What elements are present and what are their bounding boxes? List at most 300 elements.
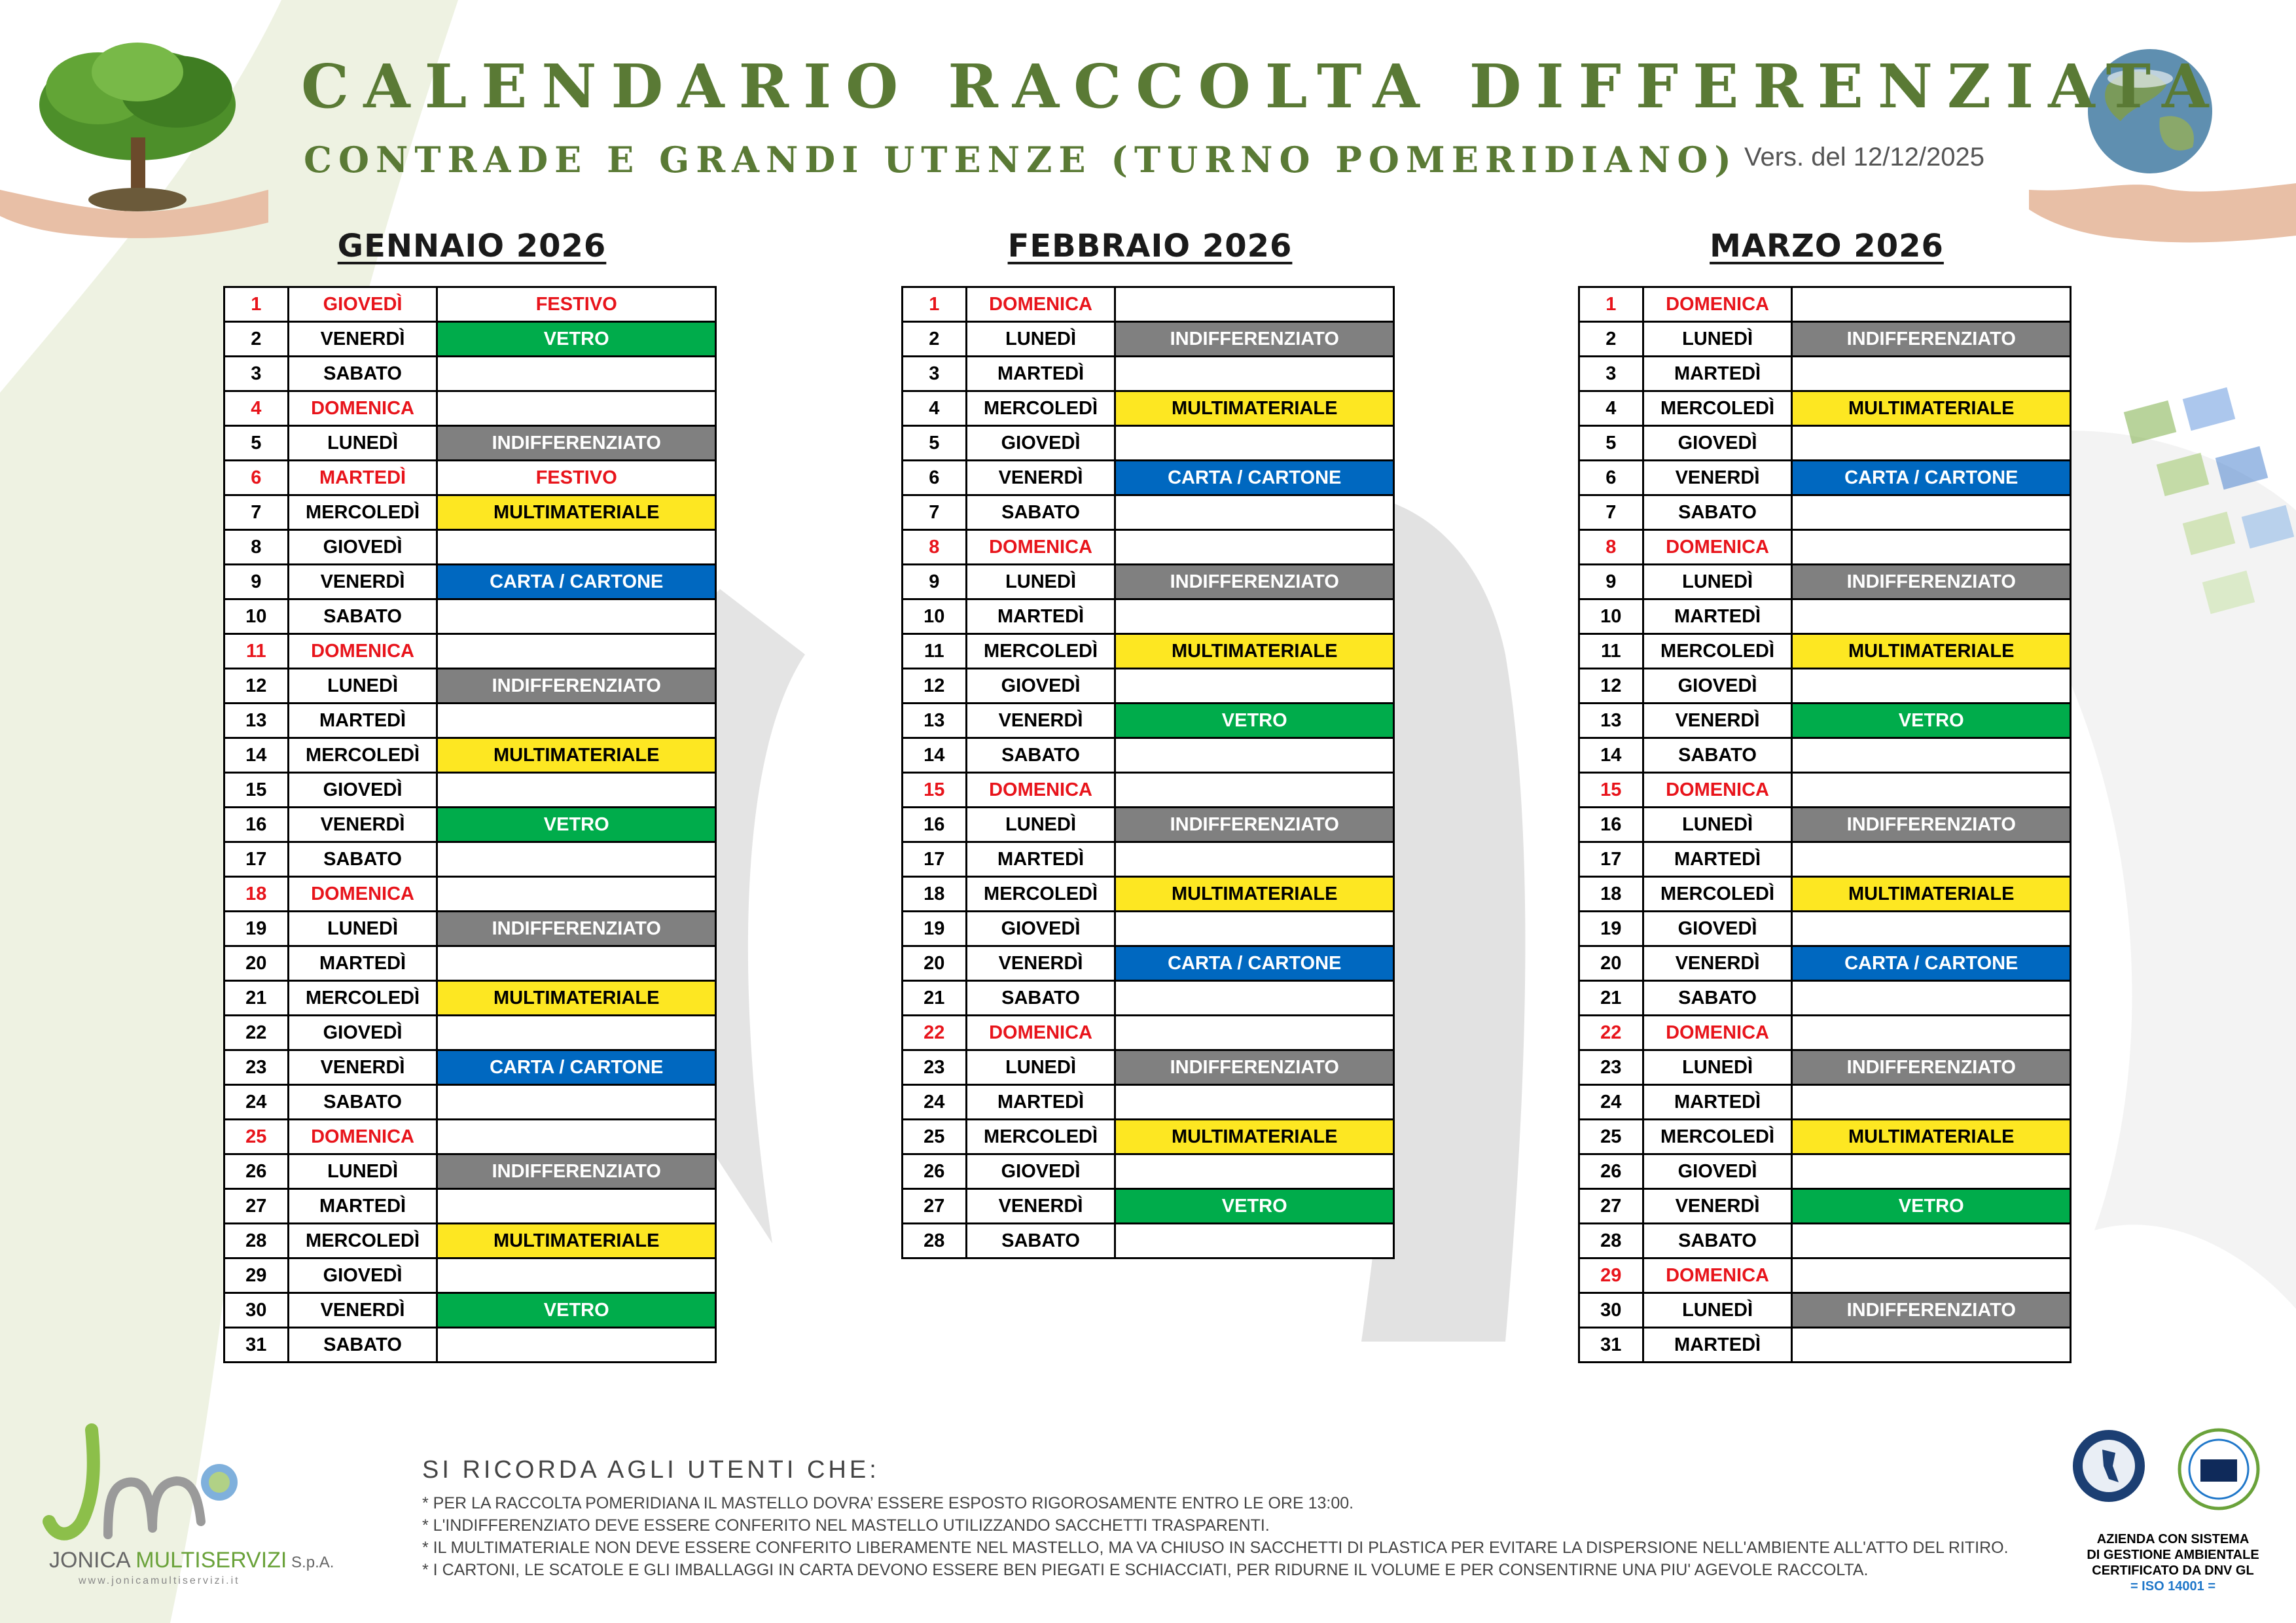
weekday: GIOVEDÌ: [288, 287, 437, 322]
calendar-row: [224, 1189, 716, 1224]
collection-type: [437, 704, 716, 738]
calendar-row: [903, 426, 1394, 461]
day-number: 31: [1579, 1328, 1643, 1363]
day-number: 3: [903, 357, 967, 391]
company-logo: [29, 1423, 370, 1587]
day-number: 10: [1579, 599, 1643, 634]
day-number: 19: [1579, 912, 1643, 946]
collection-type: [1115, 981, 1394, 1016]
weekday: MERCOLEDÌ: [288, 738, 437, 773]
notes-heading: SI RICORDA AGLI UTENTI CHE:: [422, 1456, 880, 1484]
calendar-row: [903, 669, 1394, 704]
dnv-iso-seal-icon: [2160, 1427, 2278, 1525]
weekday: VENERDÌ: [966, 1189, 1115, 1224]
collection-type: VETRO: [1792, 704, 2071, 738]
weekday: MARTEDÌ: [288, 704, 437, 738]
day-number: 18: [1579, 877, 1643, 912]
day-number: 2: [1579, 322, 1643, 357]
weekday: GIOVEDÌ: [288, 530, 437, 565]
calendar-row: [1579, 322, 2071, 357]
weekday: MARTEDÌ: [966, 842, 1115, 877]
note-line: * PER LA RACCOLTA POMERIDIANA IL MASTELLO DOVRA’ ESSERE ESPOSTO RIGOROSAMENTE ENTRO LE ORE 13:00.: [422, 1494, 1354, 1512]
day-number: 13: [903, 704, 967, 738]
collection-type: [1115, 495, 1394, 530]
day-number: 8: [1579, 530, 1643, 565]
weekday: MARTEDÌ: [1643, 842, 1792, 877]
collection-type: [437, 877, 716, 912]
day-number: 28: [903, 1224, 967, 1258]
day-number: 20: [224, 946, 289, 981]
weekday: SABATO: [288, 1328, 437, 1363]
day-number: 24: [1579, 1085, 1643, 1120]
month-march: [1578, 228, 2075, 1363]
day-number: 14: [903, 738, 967, 773]
collection-type: INDIFFERENZIATO: [1792, 1050, 2071, 1085]
day-number: 3: [1579, 357, 1643, 391]
day-number: 10: [903, 599, 967, 634]
weekday: MERCOLEDÌ: [966, 1120, 1115, 1154]
collection-type: [1792, 287, 2071, 322]
day-number: 20: [903, 946, 967, 981]
calendar-row: [1579, 634, 2071, 669]
calendar-row: [224, 391, 716, 426]
weekday: LUNEDÌ: [966, 1050, 1115, 1085]
collection-type: [1792, 842, 2071, 877]
weekday: LUNEDÌ: [1643, 1293, 1792, 1328]
collection-type: INDIFFERENZIATO: [1792, 1293, 2071, 1328]
day-number: 14: [1579, 738, 1643, 773]
day-number: 3: [224, 357, 289, 391]
weekday: SABATO: [288, 842, 437, 877]
day-number: 15: [224, 773, 289, 808]
weekday: DOMENICA: [966, 773, 1115, 808]
day-number: 17: [1579, 842, 1643, 877]
version-date: Vers. del 12/12/2025: [1744, 143, 1984, 171]
weekday: GIOVEDÌ: [966, 1154, 1115, 1189]
weekday: MERCOLEDÌ: [966, 391, 1115, 426]
calendar-row: [903, 1085, 1394, 1120]
day-number: 21: [224, 981, 289, 1016]
calendar-row: [224, 842, 716, 877]
brand-part: JONICA: [49, 1548, 136, 1573]
day-number: 14: [224, 738, 289, 773]
weekday: LUNEDÌ: [966, 808, 1115, 842]
weekday: VENERDÌ: [1643, 946, 1792, 981]
calendar-row: [224, 1120, 716, 1154]
weekday: VENERDÌ: [966, 704, 1115, 738]
collection-type: INDIFFERENZIATO: [1792, 808, 2071, 842]
calendar-row: [1579, 1258, 2071, 1293]
calendar-row: [224, 287, 716, 322]
calendar-row: [903, 461, 1394, 495]
calendar-row: [1579, 1085, 2071, 1120]
month-title: MARZO 2026: [1710, 228, 1944, 264]
collection-type: [1115, 842, 1394, 877]
weekday: MERCOLEDÌ: [1643, 391, 1792, 426]
calendar-row: [1579, 1154, 2071, 1189]
weekday: SABATO: [288, 599, 437, 634]
calendar-row: [1579, 1050, 2071, 1085]
accredia-seal-icon: [2070, 1427, 2148, 1525]
calendar-row: [224, 495, 716, 530]
calendar-row: [224, 704, 716, 738]
weekday: LUNEDÌ: [288, 912, 437, 946]
calendar-row: [1579, 912, 2071, 946]
collection-type: MULTIMATERIALE: [1792, 391, 2071, 426]
collection-type: INDIFFERENZIATO: [1792, 322, 2071, 357]
note-line: * L'INDIFFERENZIATO DEVE ESSERE CONFERITO NEL MASTELLO UTILIZZANDO SACCHETTI TRASPARENTI.: [422, 1516, 1270, 1535]
calendar-row: [1579, 1224, 2071, 1258]
collection-type: [1115, 1154, 1394, 1189]
collection-type: [1115, 530, 1394, 565]
brand-part: MULTISERVIZI: [135, 1548, 287, 1573]
weekday: DOMENICA: [288, 877, 437, 912]
collection-type: INDIFFERENZIATO: [437, 912, 716, 946]
day-number: 24: [903, 1085, 967, 1120]
weekday: GIOVEDÌ: [1643, 669, 1792, 704]
weekday: GIOVEDÌ: [966, 912, 1115, 946]
weekday: SABATO: [966, 738, 1115, 773]
weekday: LUNEDÌ: [288, 426, 437, 461]
month-february: [901, 228, 1399, 1259]
day-number: 16: [903, 808, 967, 842]
collection-type: INDIFFERENZIATO: [437, 1154, 716, 1189]
collection-type: INDIFFERENZIATO: [1115, 565, 1394, 599]
calendar-row: [903, 1120, 1394, 1154]
collection-type: MULTIMATERIALE: [437, 1224, 716, 1258]
calendar-row: [1579, 287, 2071, 322]
day-number: 6: [903, 461, 967, 495]
weekday: SABATO: [966, 1224, 1115, 1258]
weekday: VENERDÌ: [1643, 704, 1792, 738]
collection-type: MULTIMATERIALE: [1115, 634, 1394, 669]
calendar-row: [903, 599, 1394, 634]
day-number: 4: [1579, 391, 1643, 426]
day-number: 30: [1579, 1293, 1643, 1328]
day-number: 9: [224, 565, 289, 599]
collection-type: [1115, 1085, 1394, 1120]
collection-type: MULTIMATERIALE: [1792, 1120, 2071, 1154]
calendar-row: [1579, 530, 2071, 565]
collection-type: [437, 391, 716, 426]
collection-type: MULTIMATERIALE: [1115, 391, 1394, 426]
weekday: MERCOLEDÌ: [288, 1224, 437, 1258]
day-number: 29: [224, 1258, 289, 1293]
calendar-row: [224, 669, 716, 704]
calendar-row: [1579, 842, 2071, 877]
calendar-row: [224, 461, 716, 495]
day-number: 9: [903, 565, 967, 599]
collection-type: [1792, 669, 2071, 704]
collection-type: [437, 773, 716, 808]
calendar-row: [903, 1154, 1394, 1189]
weekday: VENERDÌ: [1643, 1189, 1792, 1224]
collection-type: CARTA / CARTONE: [437, 565, 716, 599]
collection-type: [437, 842, 716, 877]
weekday: MARTEDÌ: [288, 461, 437, 495]
day-number: 10: [224, 599, 289, 634]
certification-text: [2055, 1531, 2291, 1594]
collection-type: [437, 357, 716, 391]
day-number: 30: [224, 1293, 289, 1328]
day-number: 4: [903, 391, 967, 426]
collection-type: [1792, 1016, 2071, 1050]
weekday: SABATO: [966, 495, 1115, 530]
calendar-row: [1579, 391, 2071, 426]
collection-type: [437, 1120, 716, 1154]
calendar-row: [903, 912, 1394, 946]
calendar-row: [1579, 1016, 2071, 1050]
day-number: 18: [903, 877, 967, 912]
calendar-row: [224, 322, 716, 357]
day-number: 17: [224, 842, 289, 877]
collection-type: [437, 946, 716, 981]
collection-type: VETRO: [437, 808, 716, 842]
day-number: 22: [903, 1016, 967, 1050]
weekday: SABATO: [288, 357, 437, 391]
collection-type: CARTA / CARTONE: [1115, 946, 1394, 981]
collection-type: MULTIMATERIALE: [1792, 634, 2071, 669]
collection-type: VETRO: [437, 1293, 716, 1328]
collection-type: [1792, 738, 2071, 773]
day-number: 1: [1579, 287, 1643, 322]
day-number: 27: [1579, 1189, 1643, 1224]
weekday: MERCOLEDÌ: [288, 495, 437, 530]
calendar-row: [224, 946, 716, 981]
weekday: MARTEDÌ: [966, 357, 1115, 391]
day-number: 5: [1579, 426, 1643, 461]
weekday: VENERDÌ: [288, 808, 437, 842]
calendar-row: [903, 634, 1394, 669]
collection-type: [437, 1258, 716, 1293]
weekday: DOMENICA: [1643, 530, 1792, 565]
collection-type: INDIFFERENZIATO: [1115, 1050, 1394, 1085]
calendar-row: [1579, 357, 2071, 391]
weekday: SABATO: [1643, 738, 1792, 773]
day-number: 8: [903, 530, 967, 565]
weekday: MARTEDÌ: [288, 1189, 437, 1224]
day-number: 2: [224, 322, 289, 357]
cert-line: AZIENDA CON SISTEMA: [2096, 1532, 2250, 1546]
weekday: DOMENICA: [1643, 773, 1792, 808]
weekday: VENERDÌ: [288, 322, 437, 357]
collection-type: [437, 530, 716, 565]
weekday: LUNEDÌ: [1643, 565, 1792, 599]
collection-type: [437, 1016, 716, 1050]
calendar-row: [1579, 461, 2071, 495]
day-number: 7: [903, 495, 967, 530]
day-number: 27: [224, 1189, 289, 1224]
calendar-row: [1579, 808, 2071, 842]
day-number: 13: [1579, 704, 1643, 738]
calendar-row: [224, 1258, 716, 1293]
page-subtitle: CONTRADE E GRANDI UTENZE (TURNO POMERIDIANO): [304, 139, 1738, 181]
calendar-row: [1579, 599, 2071, 634]
collection-type: MULTIMATERIALE: [1115, 1120, 1394, 1154]
collection-type: CARTA / CARTONE: [1792, 946, 2071, 981]
page-title: CALENDARIO RACCOLTA DIFFERENZIATA: [301, 51, 2223, 122]
collection-type: VETRO: [1115, 704, 1394, 738]
weekday: GIOVEDÌ: [288, 773, 437, 808]
calendar-row: [903, 981, 1394, 1016]
month-title: GENNAIO 2026: [337, 228, 607, 264]
day-number: 16: [1579, 808, 1643, 842]
weekday: MERCOLEDÌ: [966, 634, 1115, 669]
calendar-row: [903, 738, 1394, 773]
weekday: MERCOLEDÌ: [1643, 1120, 1792, 1154]
day-number: 29: [1579, 1258, 1643, 1293]
collection-type: [1115, 1016, 1394, 1050]
collection-type: MULTIMATERIALE: [437, 495, 716, 530]
calendar-row: [224, 357, 716, 391]
day-number: 25: [903, 1120, 967, 1154]
day-number: 23: [1579, 1050, 1643, 1085]
calendar-row: [903, 1050, 1394, 1085]
day-number: 19: [903, 912, 967, 946]
collection-type: [1792, 1085, 2071, 1120]
weekday: DOMENICA: [288, 634, 437, 669]
cert-line: CERTIFICATO DA DNV GL: [2092, 1563, 2254, 1578]
weekday: DOMENICA: [288, 1120, 437, 1154]
user-notes: [422, 1456, 2009, 1581]
calendar-row: [903, 1016, 1394, 1050]
collection-type: [1792, 1224, 2071, 1258]
weekday: MERCOLEDÌ: [288, 981, 437, 1016]
weekday: SABATO: [1643, 981, 1792, 1016]
collection-type: [1115, 287, 1394, 322]
calendar-row: [903, 565, 1394, 599]
calendar-row: [1579, 981, 2071, 1016]
collection-type: [437, 1189, 716, 1224]
collection-type: INDIFFERENZIATO: [1792, 565, 2071, 599]
collection-type: [1792, 426, 2071, 461]
day-number: 20: [1579, 946, 1643, 981]
weekday: MERCOLEDÌ: [1643, 877, 1792, 912]
calendar-table: [901, 286, 1395, 1259]
day-number: 18: [224, 877, 289, 912]
calendar-row: [224, 773, 716, 808]
calendar-row: [903, 842, 1394, 877]
weekday: GIOVEDÌ: [1643, 1154, 1792, 1189]
collection-type: [437, 634, 716, 669]
month-january: [223, 228, 721, 1363]
weekday: MARTEDÌ: [288, 946, 437, 981]
weekday: SABATO: [966, 981, 1115, 1016]
weekday: SABATO: [1643, 495, 1792, 530]
calendar-row: [903, 357, 1394, 391]
weekday: DOMENICA: [288, 391, 437, 426]
collection-type: [1792, 357, 2071, 391]
collection-type: MULTIMATERIALE: [1115, 877, 1394, 912]
day-number: 1: [224, 287, 289, 322]
day-number: 16: [224, 808, 289, 842]
collection-type: VETRO: [1115, 1189, 1394, 1224]
collection-type: VETRO: [1792, 1189, 2071, 1224]
day-number: 13: [224, 704, 289, 738]
calendar-row: [224, 634, 716, 669]
day-number: 22: [224, 1016, 289, 1050]
day-number: 2: [903, 322, 967, 357]
day-number: 21: [903, 981, 967, 1016]
collection-type: INDIFFERENZIATO: [1115, 808, 1394, 842]
day-number: 19: [224, 912, 289, 946]
weekday: DOMENICA: [1643, 287, 1792, 322]
calendar-row: [1579, 877, 2071, 912]
calendar-row: [903, 704, 1394, 738]
collection-type: [1115, 669, 1394, 704]
weekday: LUNEDÌ: [966, 322, 1115, 357]
weekday: VENERDÌ: [288, 565, 437, 599]
calendar-row: [903, 877, 1394, 912]
collection-type: MULTIMATERIALE: [437, 738, 716, 773]
weekday: VENERDÌ: [1643, 461, 1792, 495]
brand-part: S.p.A.: [287, 1554, 334, 1571]
day-number: 28: [1579, 1224, 1643, 1258]
collection-type: [1792, 1154, 2071, 1189]
calendar-row: [903, 946, 1394, 981]
calendar-row: [903, 495, 1394, 530]
cert-iso: = ISO 14001 =: [2130, 1579, 2216, 1594]
weekday: MARTEDÌ: [1643, 599, 1792, 634]
day-number: 11: [1579, 634, 1643, 669]
day-number: 7: [1579, 495, 1643, 530]
tree-in-hands-image: [0, 26, 275, 249]
day-number: 27: [903, 1189, 967, 1224]
collection-type: [1792, 981, 2071, 1016]
collection-type: [1792, 530, 2071, 565]
jm-logo-mark: [29, 1423, 265, 1548]
day-number: 31: [224, 1328, 289, 1363]
weekday: VENERDÌ: [288, 1050, 437, 1085]
day-number: 26: [903, 1154, 967, 1189]
weekday: DOMENICA: [1643, 1258, 1792, 1293]
calendar-row: [903, 773, 1394, 808]
weekday: MERCOLEDÌ: [1643, 634, 1792, 669]
weekday: MARTEDÌ: [1643, 1328, 1792, 1363]
day-number: 23: [224, 1050, 289, 1085]
calendar-row: [903, 808, 1394, 842]
weekday: VENERDÌ: [966, 461, 1115, 495]
calendar-row: [903, 530, 1394, 565]
collection-type: FESTIVO: [437, 461, 716, 495]
collection-type: CARTA / CARTONE: [1115, 461, 1394, 495]
calendar-row: [224, 912, 716, 946]
calendar-row: [224, 1050, 716, 1085]
calendar-row: [1579, 565, 2071, 599]
brand-name: [49, 1548, 334, 1573]
calendar-row: [1579, 426, 2071, 461]
weekday: DOMENICA: [966, 1016, 1115, 1050]
month-title: FEBBRAIO 2026: [1007, 228, 1293, 264]
calendar-row: [1579, 704, 2071, 738]
day-number: 5: [224, 426, 289, 461]
collection-type: [1115, 357, 1394, 391]
day-number: 24: [224, 1085, 289, 1120]
calendar-row: [224, 530, 716, 565]
collection-type: INDIFFERENZIATO: [437, 426, 716, 461]
calendar-row: [224, 426, 716, 461]
day-number: 1: [903, 287, 967, 322]
calendar-row: [1579, 495, 2071, 530]
weekday: VENERDÌ: [966, 946, 1115, 981]
collection-type: MULTIMATERIALE: [437, 981, 716, 1016]
weekday: LUNEDÌ: [1643, 1050, 1792, 1085]
day-number: 23: [903, 1050, 967, 1085]
collection-type: VETRO: [437, 322, 716, 357]
calendar-row: [1579, 1189, 2071, 1224]
calendar-row: [903, 322, 1394, 357]
day-number: 12: [224, 669, 289, 704]
